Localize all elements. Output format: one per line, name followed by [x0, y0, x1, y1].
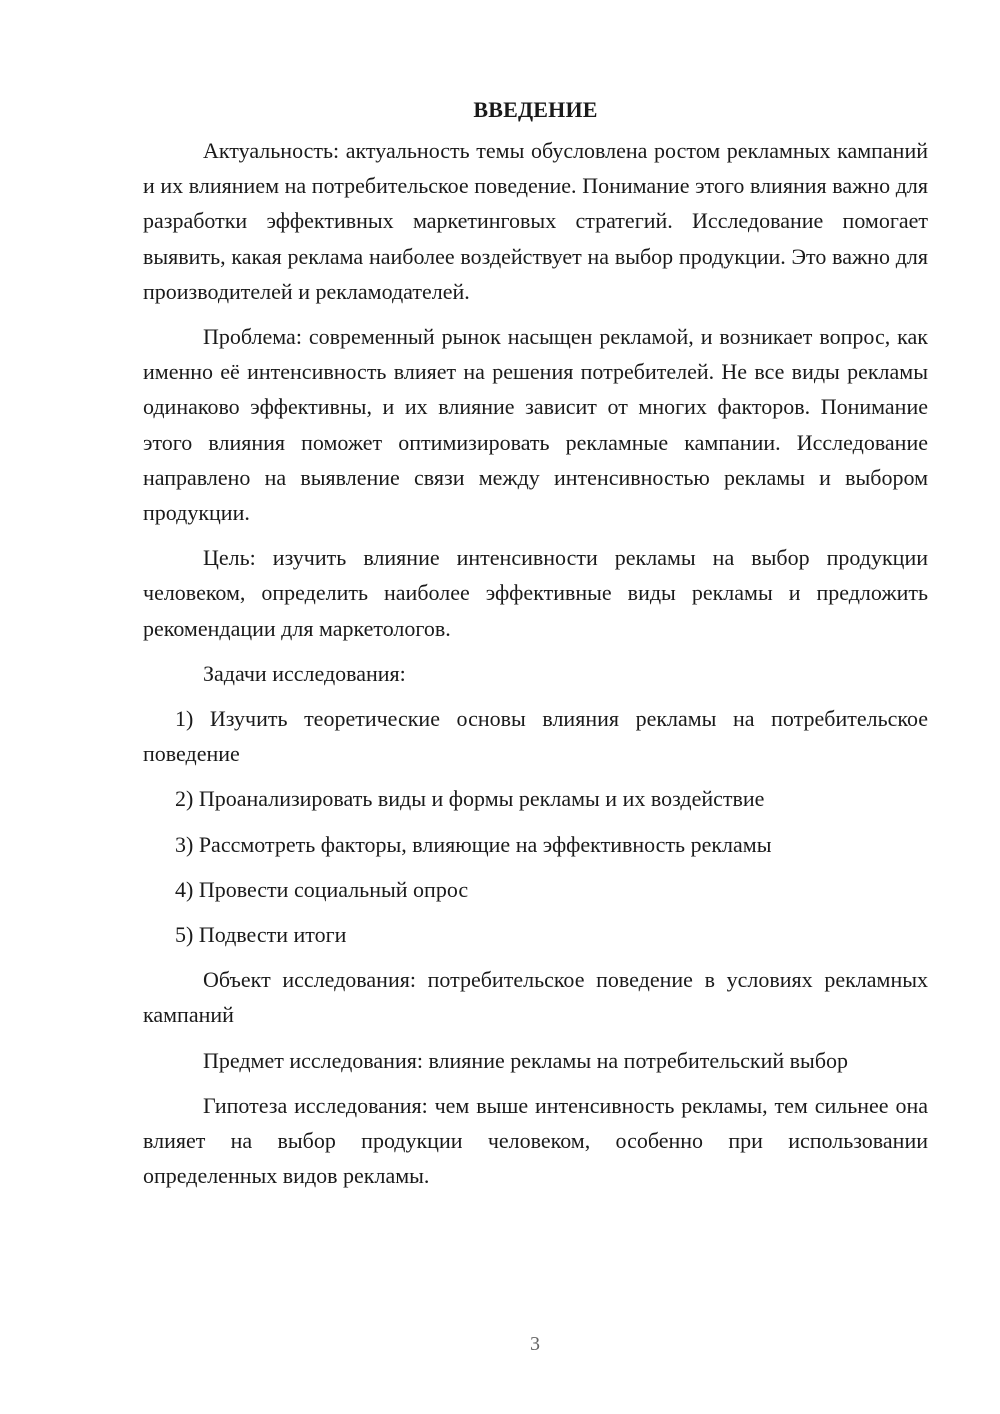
- object-paragraph: Объект исследования: потребительское поведение в условиях рекламных кампаний: [143, 967, 928, 1028]
- page-title: ВВЕДЕНИЕ: [473, 97, 598, 122]
- task-item-4: 4) Провести социальный опрос: [175, 876, 469, 902]
- subject-paragraph: Предмет исследования: влияние рекламы на потребительский выбор: [203, 1047, 849, 1073]
- page-number: 3: [530, 1333, 540, 1355]
- problem-paragraph: Проблема: современный рынок насыщен рекламой, и возникает вопрос, как именно её интенсивность влияет на решения потребителей. Не все виды рекламы одинаково эффективны, и их влияние зависит от многих факторов. Понимание этого влияния поможет оптимизировать рекламные кампании. Исследование направлено на выявление связи между интенсивностью рекламы и выбором продукции.: [143, 324, 928, 526]
- page-content: [143, 92, 928, 1193]
- goal-paragraph: Цель: изучить влияние интенсивности рекламы на выбор продукции человеком, определить наиболее эффективные виды рекламы и предложить рекомендации для маркетологов.: [143, 545, 928, 641]
- task-item-5: 5) Подвести итоги: [175, 922, 347, 948]
- task-item-2: 2) Проанализировать виды и формы рекламы и их воздействие: [175, 786, 765, 812]
- tasks-heading: Задачи исследования:: [203, 660, 406, 686]
- relevance-paragraph: Актуальность: актуальность темы обусловлена ростом рекламных кампаний и их влиянием на потребительское поведение. Понимание этого влияния важно для разработки эффективных маркетинговых стратегий. Исследование помогает выявить, какая реклама наиболее воздействует на выбор продукции. Это важно для производителей и рекламодателей.: [143, 138, 928, 304]
- hypothesis-paragraph: Гипотеза исследования: чем выше интенсивность рекламы, тем сильнее она влияет на выбор продукции человеком, особенно при использовании определенных видов рекламы.: [143, 1092, 928, 1189]
- task-item-1: 1) Изучить теоретические основы влияния рекламы на потребительское поведение: [143, 706, 928, 767]
- task-item-3: 3) Рассмотреть факторы, влияющие на эффективность рекламы: [175, 831, 772, 857]
